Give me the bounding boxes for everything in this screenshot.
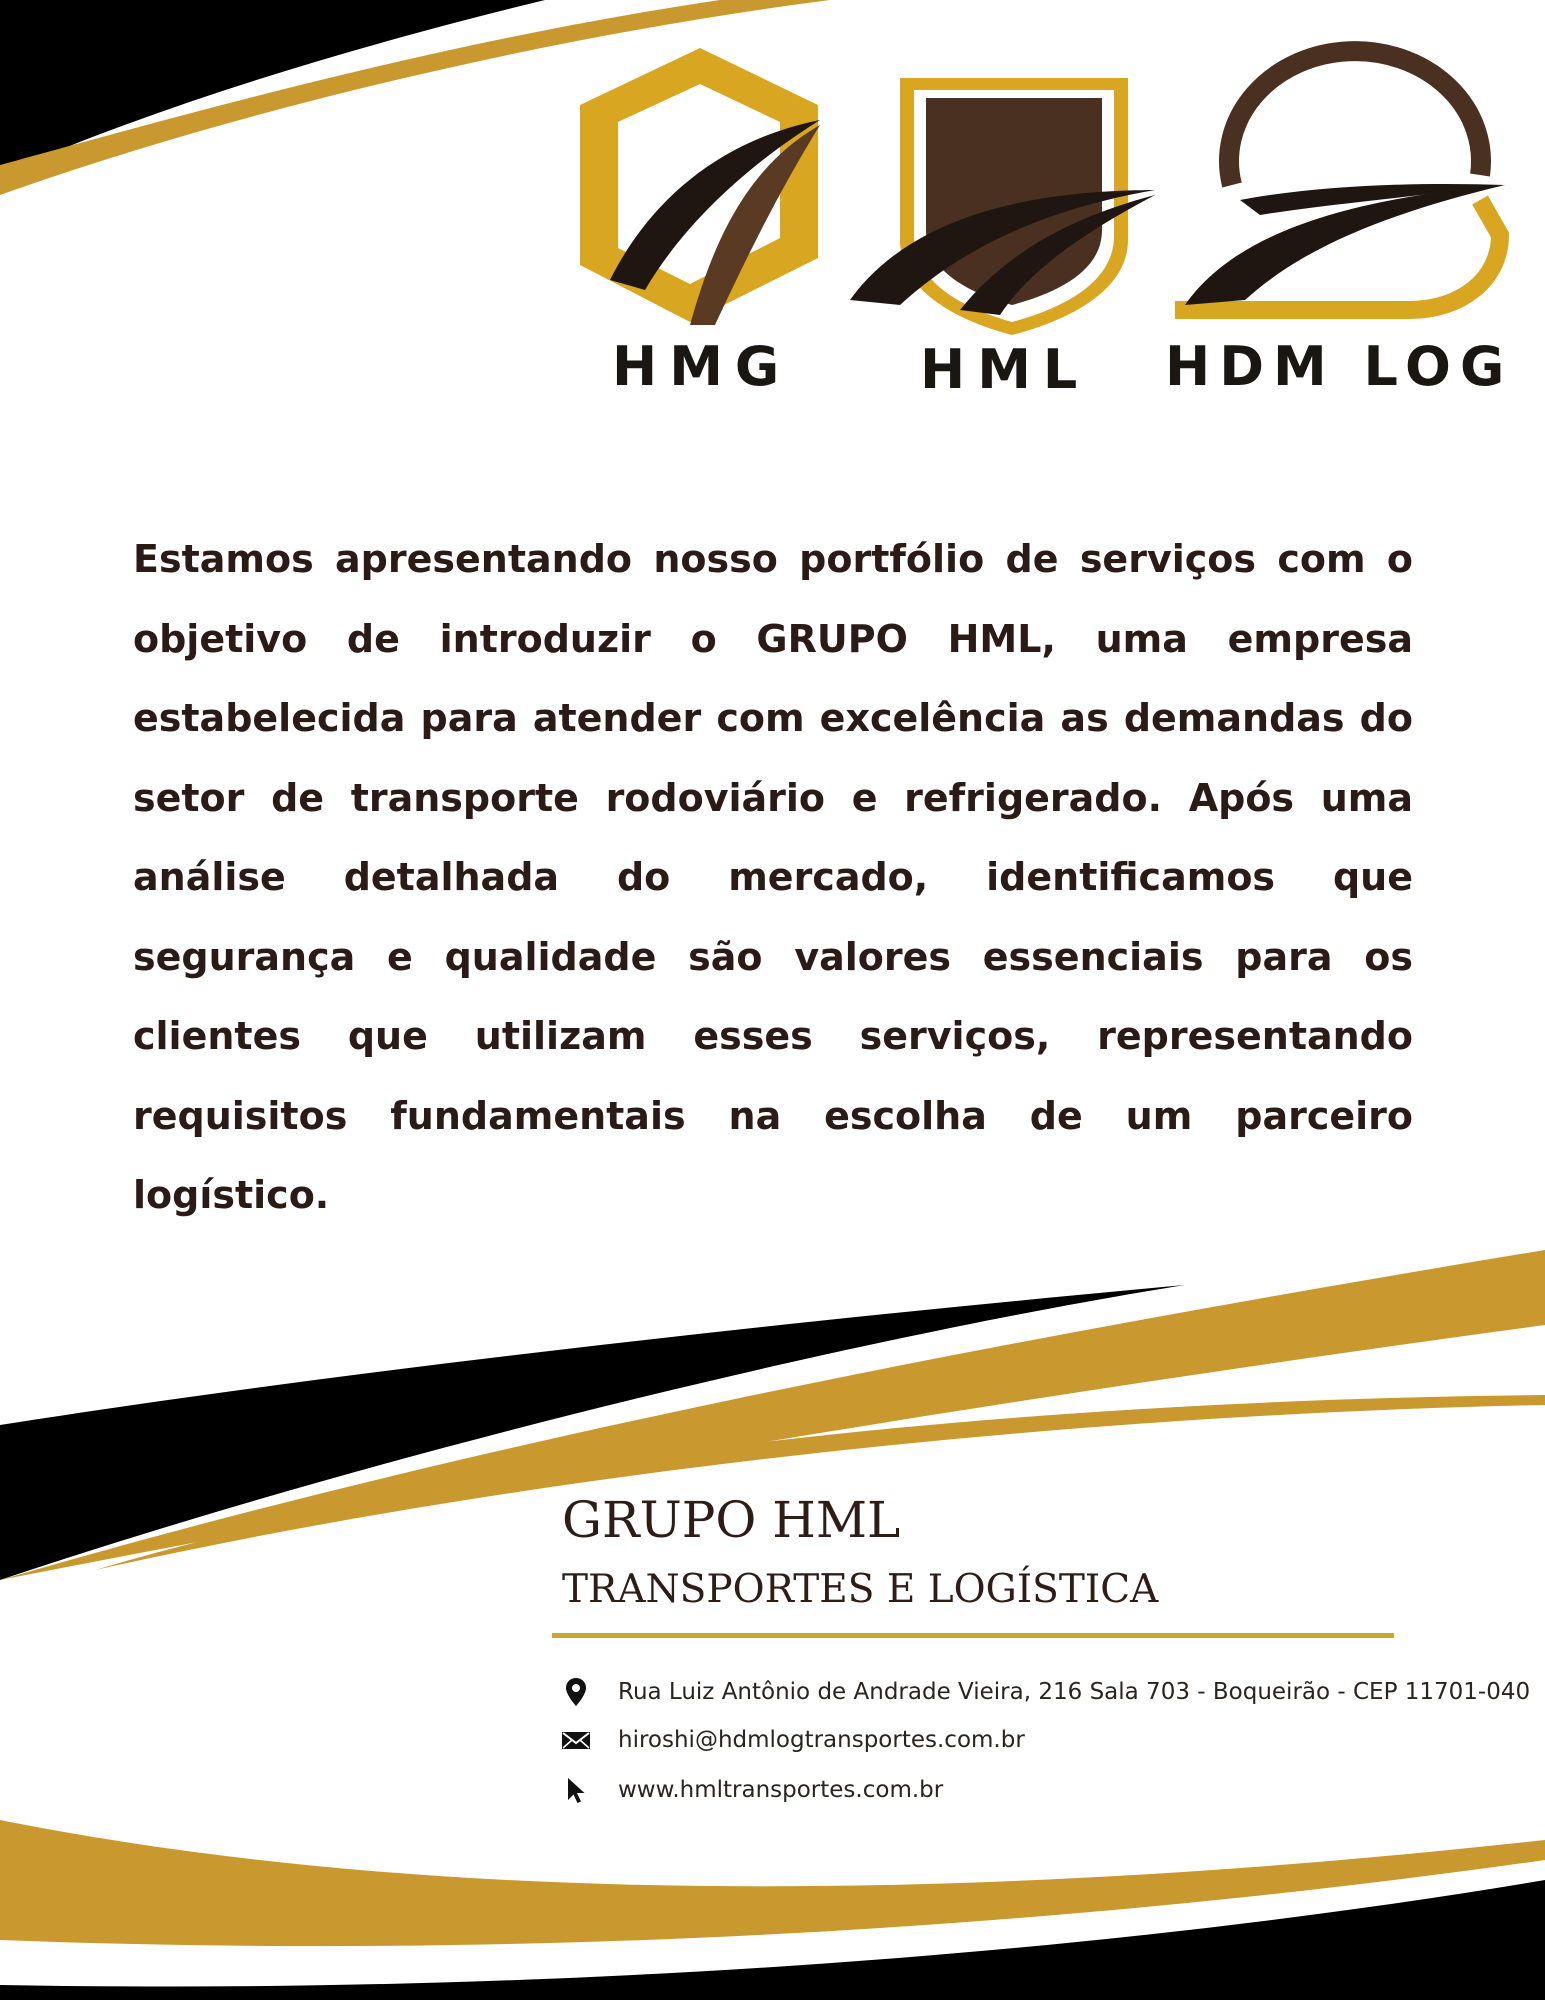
company-name: GRUPO HML <box>562 1491 901 1549</box>
hdm-log-logo-label: HDM LOG <box>1165 335 1514 398</box>
hdm-log-logo-icon <box>1175 51 1505 310</box>
envelope-icon <box>560 1724 592 1756</box>
cursor-arrow-icon <box>560 1774 592 1806</box>
location-pin-icon <box>560 1676 592 1708</box>
hmg-logo-icon <box>580 48 820 325</box>
contact-email <box>560 1720 1025 1760</box>
address-text: Rua Luiz Antônio de Andrade Vieira, 216 Sala 703 - Boqueirão - CEP 11701-040 <box>618 1679 1531 1705</box>
website-link[interactable]: www.hmltransportes.com.br <box>618 1777 944 1803</box>
hml-logo-icon <box>850 78 1155 335</box>
hml-logo-label: HML <box>920 338 1090 401</box>
contact-address <box>560 1672 1530 1712</box>
company-tagline: TRANSPORTES E LOGÍSTICA <box>562 1567 1159 1612</box>
contact-website <box>560 1770 943 1810</box>
divider-line <box>552 1633 1394 1638</box>
email-link[interactable]: hiroshi@hdmlogtransportes.com.br <box>618 1727 1025 1753</box>
intro-paragraph: Estamos apresentando nosso portfólio de serviços com o objetivo de introduzir o GRUPO HML, uma empresa estabelecida para atender com excelência as demandas do setor de transporte rodoviário e refrigerado. Após uma análise detalhada do mercado, identificamos que segurança e qualidade são valores essenciais para os clientes que utilizam esses serviços, representando requisitos fundamentais na escolha de um parceiro logístico. <box>133 537 1413 1217</box>
hmg-logo-label: HMG <box>612 335 792 398</box>
